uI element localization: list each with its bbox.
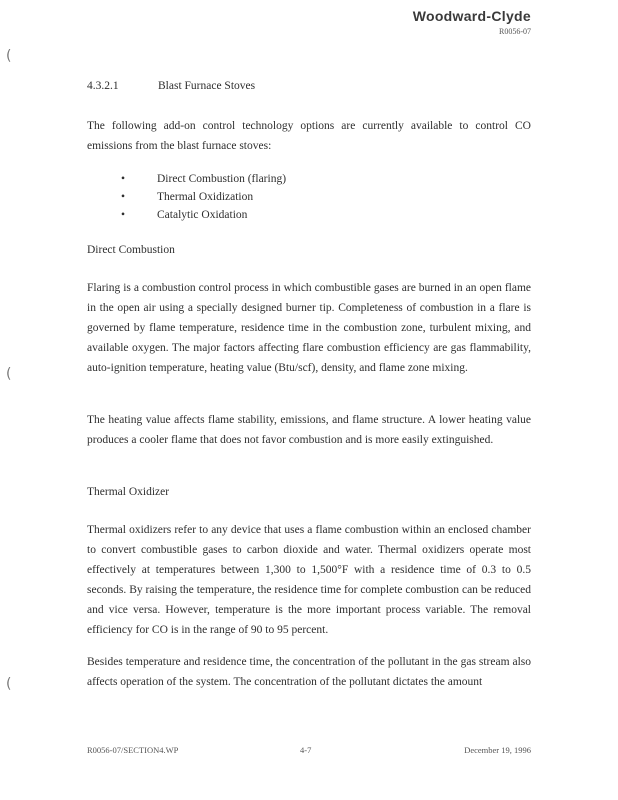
company-logo-text: Woodward-Clyde — [412, 8, 531, 24]
intro-paragraph: The following add-on control technology options are currently available to control CO emissions from the blast furnace stoves: — [87, 120, 531, 152]
document-code: R0056-07 — [499, 27, 531, 36]
binder-hole-mark: ( — [6, 676, 12, 692]
bullet-marker: • — [121, 173, 126, 185]
list-item-text: Thermal Oxidization — [157, 191, 254, 203]
thermal-oxidizer-heading: Thermal Oxidizer — [87, 486, 170, 498]
bullet-marker: • — [121, 209, 126, 221]
section-number: 4.3.2.1 — [87, 80, 119, 92]
flaring-paragraph: Flaring is a combustion control process in which combustible gases are burned in an open flame in the open air using a specially designed burner tip. Completeness of combustion in a flare is governed by flame temperature, residence time in the combustion zone, turbulent mixing, and available oxygen. The major factors affecting flare combustion efficiency are gas flammability, auto-ignition temperature, heating value (Btu/scf), density, and flame zone mixing. — [87, 282, 531, 374]
section-title: Blast Furnace Stoves — [158, 80, 256, 92]
binder-hole-mark: ( — [6, 48, 12, 64]
list-item-text: Direct Combustion (flaring) — [157, 173, 287, 185]
direct-combustion-heading: Direct Combustion — [87, 244, 175, 256]
thermal-oxidizer-paragraph: Thermal oxidizers refer to any device that uses a flame combustion within an enclosed chamber to convert combustible gases to carbon dioxide and water. Thermal oxidizers operate most effectively at temperatures between 1,300 to 1,500°F with a residence time of 0.3 to 0.5 seconds. By raising the temperature, the residence time for complete combustion can be reduced and vice versa. However, temperature is the more important process variable. The removal efficiency for CO is in the range of 90 to 95 percent. — [87, 524, 531, 636]
bullet-marker: • — [121, 191, 126, 203]
list-item-text: Catalytic Oxidation — [157, 209, 248, 221]
footer-page-number: 4-7 — [300, 745, 312, 755]
binder-hole-mark: ( — [6, 366, 12, 382]
footer-date: December 19, 1996 — [464, 745, 531, 755]
heating-value-paragraph: The heating value affects flame stability, emissions, and flame structure. A lower heating value produces a cooler flame that does not favor combustion and is more easily extinguished. — [87, 414, 531, 446]
temperature-residence-paragraph: Besides temperature and residence time, the concentration of the pollutant in the gas stream also affects operation of the system. The concentration of the pollutant dictates the amount — [87, 656, 531, 688]
footer-file-ref: R0056-07/SECTION4.WP — [87, 745, 179, 755]
